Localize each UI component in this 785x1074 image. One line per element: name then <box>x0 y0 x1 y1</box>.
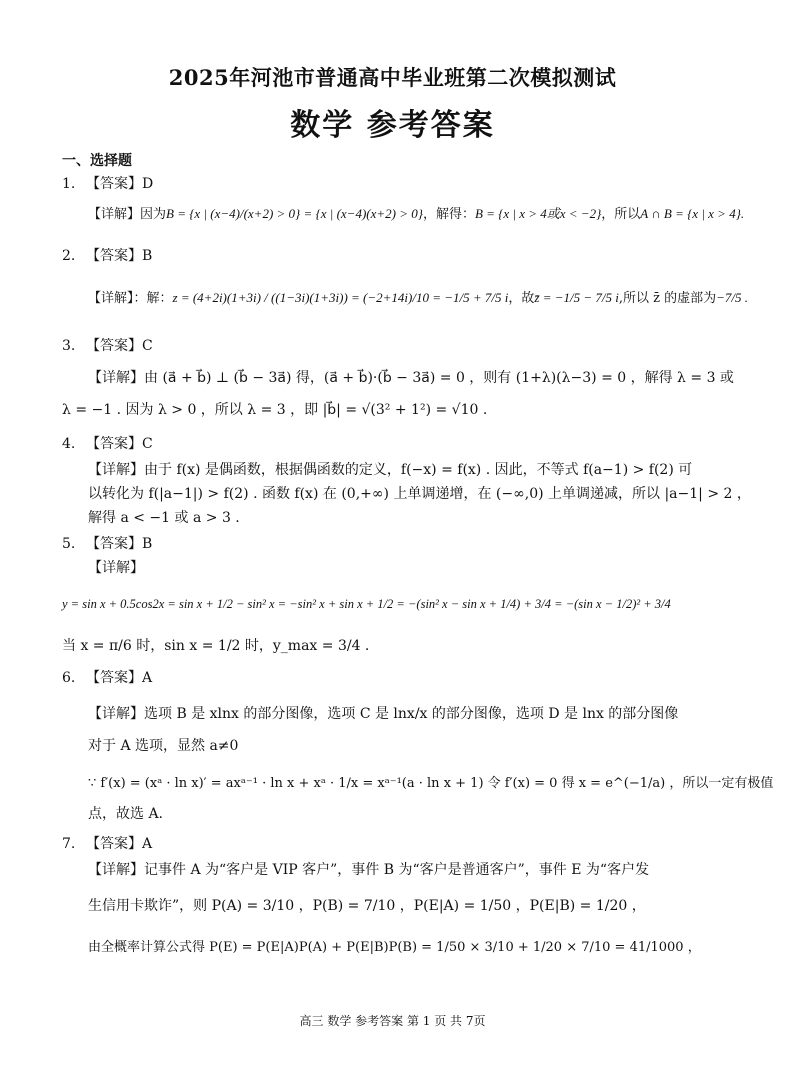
detail-line: 对于 A 选项，显然 a≠0 <box>88 738 239 754</box>
question-number: 6. <box>62 670 76 686</box>
answer-label: 【答案】A <box>86 670 153 686</box>
detail-line: 【详解】由于 f(x) 是偶函数，根据偶函数的定义，f(−x) = f(x) . 因此，不等式 f(a−1) > f(2) 可 <box>88 462 693 478</box>
answer-label: 【答案】A <box>86 836 153 852</box>
exam-title: 2025年河池市普通高中毕业班第二次模拟测试 <box>168 65 617 90</box>
question-number: 1. <box>62 176 76 192</box>
detail-line: 以转化为 f(|a−1|) > f(2) . 函数 f(x) 在 (0,+∞) 上单调递增，在 (−∞,0) 上单调递减，所以 |a−1| > 2 ， <box>88 486 751 502</box>
question-number: 3. <box>62 338 76 354</box>
answer-label: 【答案】D <box>86 176 154 192</box>
answer-label: 【答案】B <box>86 248 153 264</box>
question-number: 4. <box>62 436 76 452</box>
detail-line: y = sin x + 0.5cos2x = sin x + 1/2 − sin² x = −sin² x + sin x + 1/2 = −(sin² x − sin x + 1/4) + 3/4 = −(sin x − 1/2)² + 3/4 <box>62 597 671 611</box>
question-2 <box>62 246 749 309</box>
detail-line: 点，故选 A. <box>88 806 164 822</box>
answer-label: 【答案】C <box>86 436 153 452</box>
detail-line: 解得 a < −1 或 a > 3 . <box>88 510 240 526</box>
detail-line: 生信用卡欺诈”，则 P(A) = 3/10 ，P(B) = 7/10 ，P(E|A) = 1/50 ，P(E|B) = 1/20 ， <box>88 898 646 914</box>
section-heading: 一、选择题 <box>62 153 132 169</box>
answer-label: 【答案】B <box>86 536 153 552</box>
detail-line: 当 x = π/6 时，sin x = 1/2 时，y_max = 3/4 . <box>62 638 370 654</box>
detail-line: 【详解】记事件 A 为“客户是 VIP 客户”，事件 B 为“客户是普通客户”，事件 E 为“客户发 <box>88 862 650 878</box>
question-number: 5. <box>62 536 76 552</box>
question-5 <box>62 534 732 656</box>
detail-line: ∵ f′(x) = (xᵃ · ln x)′ = axᵃ⁻¹ · ln x + xᵃ · 1/x = xᵃ⁻¹(a · ln x + 1) 令 f′(x) = 0 得 x = e^(−1/a) ，所以一定有极值 <box>88 776 774 791</box>
detail-line: 【详解】：解：z = (4+2i)(1+3i) / ((1−3i)(1+3i)) = (−2+14i)/10 = −1/5 + 7/5 i，故z̄ = −1/5 − 7/5 i,所以 z̄ 的虚部为−7/5 . <box>88 290 749 306</box>
question-7 <box>62 834 732 958</box>
question-3 <box>62 336 732 420</box>
detail-label: 【详解】 <box>88 560 144 576</box>
page-footer: 高三 数学 参考答案 第 1 页 共 7页 <box>299 1014 486 1028</box>
answer-label: 【答案】C <box>86 338 153 354</box>
document-subtitle: 数学 参考答案 <box>290 108 495 143</box>
question-1 <box>62 174 745 225</box>
question-6 <box>62 668 774 824</box>
detail-line: 【详解】选项 B 是 xlnx 的部分图像，选项 C 是 lnx/x 的部分图像，选项 D 是 lnx 的部分图像 <box>88 706 679 722</box>
question-4 <box>62 434 751 530</box>
detail-line: 由全概率计算公式得 P(E) = P(E|A)P(A) + P(E|B)P(B) = 1/50 × 3/10 + 1/20 × 7/10 = 41/1000 ， <box>88 940 701 955</box>
question-number: 7. <box>62 836 76 852</box>
detail-line: 【详解】因为B = {x | (x−4)/(x+2) > 0} = {x | (x−4)(x+2) > 0}，解得：B = {x | x > 4或x < −2}，所以A ∩ B = {x | x > 4}. <box>88 206 745 222</box>
detail-line: 【详解】由 (a⃗ + b⃗) ⊥ (b⃗ − 3a⃗) 得，(a⃗ + b⃗)·(b⃗ − 3a⃗) = 0 ，则有 (1+λ)(λ−3) = 0 ，解得 λ = 3 或 <box>88 370 734 386</box>
question-number: 2. <box>62 248 76 264</box>
detail-line: λ = −1 . 因为 λ > 0 ，所以 λ = 3 ，即 |b⃗| = √(3² + 1²) = √10 . <box>62 402 488 418</box>
